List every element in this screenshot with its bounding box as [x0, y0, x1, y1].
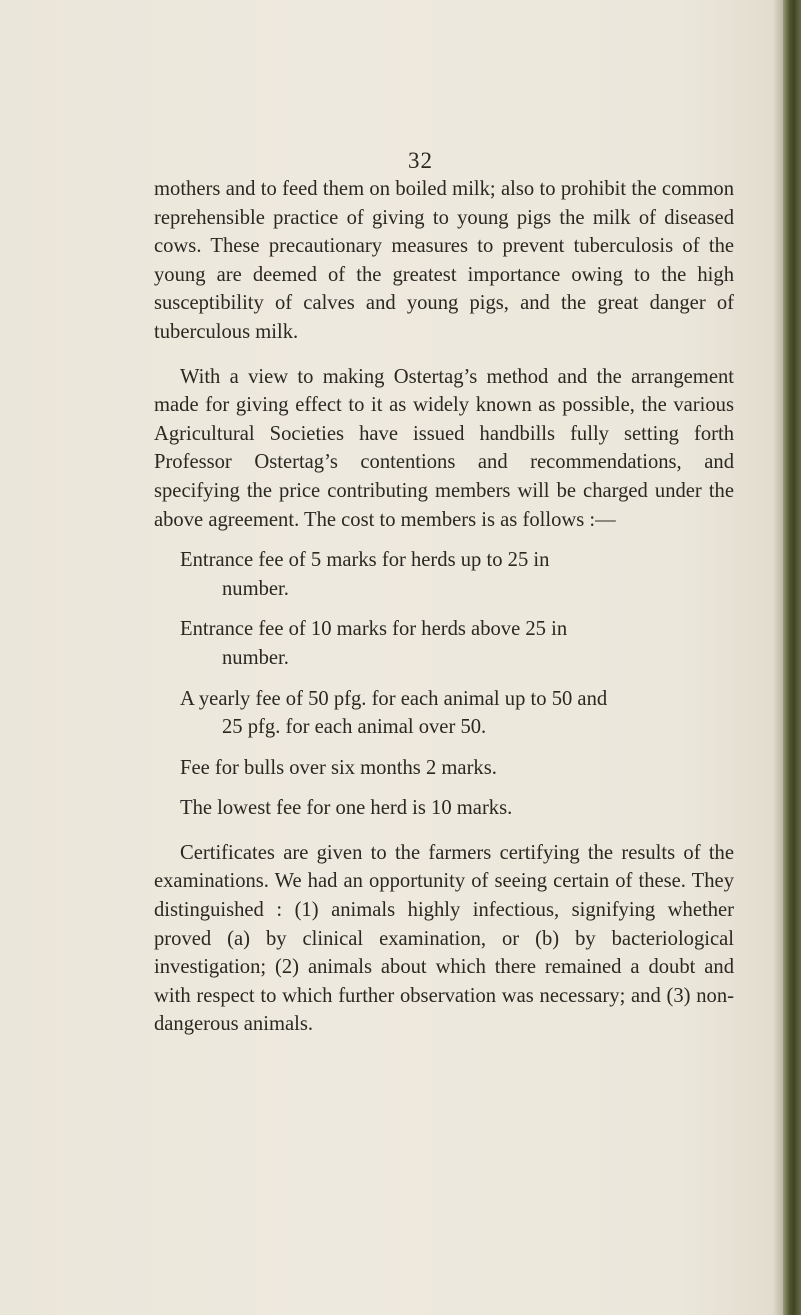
fee-item-line1: Entrance fee of 5 marks for herds up to 25 in — [180, 549, 550, 572]
fee-item-line1: A yearly fee of 50 pfg. for each animal up to 50 and — [180, 687, 608, 710]
fee-item-entrance-large — [154, 615, 734, 672]
paragraph-continuation: mothers and to feed them on boiled milk; also to prohibit the common reprehensible practice of giving to young pigs the milk of diseased cows. These precautionary measures to prevent tuberculosis of the young are deemed of the greatest importance owing to the high susceptibility of calves and young pigs, and the great danger of tuberculous milk. — [154, 178, 734, 343]
body-text — [154, 175, 734, 1039]
fee-item-line2: number. — [222, 577, 289, 600]
fee-item-line1: Entrance fee of 10 marks for herds above 25 in — [180, 618, 568, 641]
fee-item-line2: 25 pfg. for each animal over 50. — [222, 716, 487, 739]
paragraph-handbills: With a view to making Ostertag’s method and the arrangement made for giving effect to it as widely known as possible, the various Agricultural Societies have issued handbills fully setting forth Professor Ostertag’s contentions and recommendations, and specifying the price contributing members will be charged under the above agreement. The cost to members is as follows :— — [154, 365, 734, 531]
page-number: 32 — [408, 148, 433, 173]
fee-item-bulls — [154, 754, 734, 783]
page-edge-shadow — [783, 0, 801, 1315]
fee-item-line1: The lowest fee for one herd is 10 marks. — [180, 797, 513, 820]
fee-item-line2: number. — [222, 646, 289, 669]
paragraph-certificates: Certificates are given to the farmers certifying the results of the examinations. We had an opportunity of seeing certain of these. They distinguished : (1) animals highly infectious, signifying whether proved (a) by clinical examination, or (b) by bacteriological investigation; (2) animals about which there remained a doubt and with respect to which further observation was necessary; and (3) non-dangerous animals. — [154, 841, 734, 1036]
fee-item-lowest — [154, 794, 734, 823]
fee-item-line1: Fee for bulls over six months 2 marks. — [180, 756, 497, 779]
fee-item-yearly — [154, 685, 734, 742]
fee-item-entrance-small — [154, 546, 734, 603]
